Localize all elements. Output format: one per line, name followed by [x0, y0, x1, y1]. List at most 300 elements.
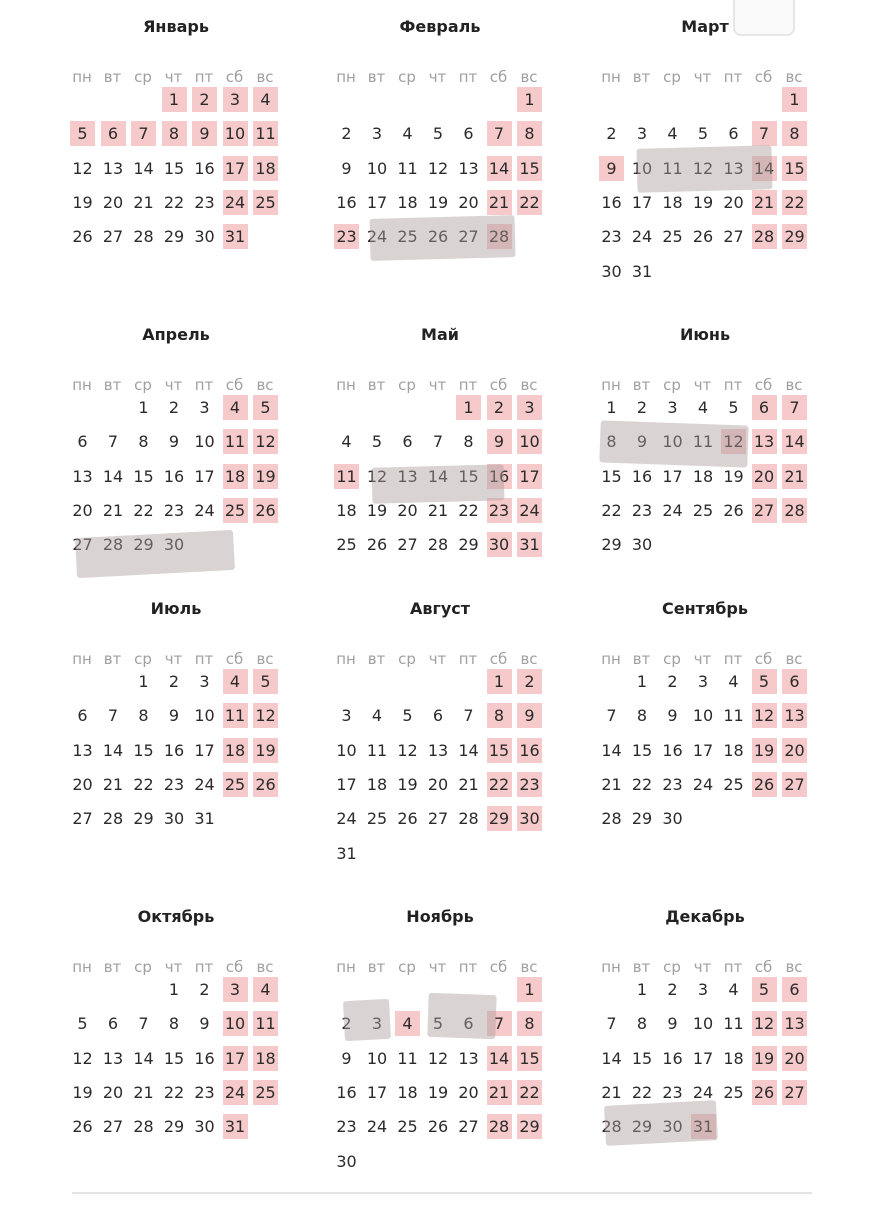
- day-cell[interactable]: 26: [72, 227, 93, 247]
- day-cell[interactable]: 3: [223, 87, 248, 112]
- day-cell[interactable]: 5: [253, 395, 278, 420]
- day-cell[interactable]: 18: [336, 500, 357, 520]
- day-cell[interactable]: 2: [517, 669, 542, 694]
- day-cell[interactable]: 10: [194, 432, 215, 452]
- day-cell[interactable]: 4: [223, 395, 248, 420]
- day-cell[interactable]: 29: [163, 227, 185, 247]
- day-cell[interactable]: 7: [138, 1014, 149, 1034]
- day-cell[interactable]: 10: [662, 432, 683, 452]
- day-cell[interactable]: 28: [102, 535, 124, 555]
- day-cell[interactable]: 9: [341, 158, 352, 178]
- day-cell[interactable]: 6: [432, 706, 444, 726]
- day-cell[interactable]: 23: [194, 1082, 215, 1102]
- day-cell[interactable]: 5: [728, 398, 739, 417]
- day-cell[interactable]: 30: [336, 1151, 357, 1171]
- day-cell[interactable]: 26: [723, 500, 744, 520]
- day-cell[interactable]: 27: [397, 535, 418, 555]
- day-cell[interactable]: 1: [636, 980, 648, 999]
- day-cell[interactable]: 20: [458, 192, 479, 212]
- day-cell[interactable]: 20: [782, 738, 807, 763]
- day-cell[interactable]: 12: [253, 703, 278, 728]
- day-cell[interactable]: 22: [487, 772, 512, 797]
- day-cell[interactable]: 5: [402, 706, 413, 726]
- day-cell[interactable]: 24: [631, 227, 653, 247]
- day-cell[interactable]: 12: [692, 158, 714, 178]
- day-cell[interactable]: 15: [517, 156, 542, 181]
- day-cell[interactable]: 21: [601, 1082, 622, 1102]
- day-cell[interactable]: 28: [752, 224, 777, 249]
- day-cell[interactable]: 1: [606, 398, 617, 417]
- day-cell[interactable]: 17: [223, 156, 248, 181]
- day-cell[interactable]: 8: [138, 706, 149, 726]
- day-cell[interactable]: 27: [427, 809, 449, 829]
- day-cell[interactable]: 30: [487, 532, 512, 557]
- day-cell[interactable]: 1: [782, 87, 807, 112]
- day-cell[interactable]: 29: [601, 535, 622, 555]
- day-cell[interactable]: 20: [427, 774, 449, 794]
- day-cell[interactable]: 17: [366, 192, 388, 212]
- day-cell[interactable]: 21: [487, 190, 512, 215]
- day-cell[interactable]: 12: [72, 1048, 93, 1068]
- day-cell[interactable]: 1: [517, 87, 542, 112]
- day-cell[interactable]: 13: [427, 740, 449, 760]
- day-cell[interactable]: 4: [697, 398, 709, 417]
- day-cell[interactable]: 12: [366, 466, 388, 486]
- day-cell[interactable]: 22: [631, 1082, 653, 1102]
- day-cell[interactable]: 6: [782, 669, 807, 694]
- day-cell[interactable]: 23: [517, 772, 542, 797]
- day-cell[interactable]: 28: [601, 809, 622, 829]
- day-cell[interactable]: 21: [752, 190, 777, 215]
- day-cell[interactable]: 2: [341, 1014, 352, 1034]
- day-cell[interactable]: 4: [667, 124, 678, 144]
- day-cell[interactable]: 12: [397, 740, 418, 760]
- day-cell[interactable]: 22: [163, 192, 185, 212]
- day-cell[interactable]: 4: [395, 1011, 420, 1036]
- day-cell[interactable]: 14: [102, 466, 124, 486]
- day-cell[interactable]: 20: [102, 1082, 124, 1102]
- day-cell[interactable]: 4: [728, 980, 739, 999]
- day-cell[interactable]: 17: [692, 1048, 714, 1068]
- day-cell[interactable]: 21: [427, 500, 449, 520]
- day-cell[interactable]: 3: [697, 980, 709, 999]
- day-cell[interactable]: 9: [168, 706, 180, 726]
- day-cell[interactable]: 11: [253, 1011, 278, 1036]
- day-cell[interactable]: 26: [692, 227, 714, 247]
- day-cell[interactable]: 3: [223, 977, 248, 1002]
- day-cell[interactable]: 30: [163, 809, 185, 829]
- day-cell[interactable]: 7: [487, 1011, 512, 1036]
- day-cell[interactable]: 29: [487, 806, 512, 831]
- day-cell[interactable]: 20: [752, 464, 777, 489]
- day-cell[interactable]: 11: [253, 121, 278, 146]
- day-cell[interactable]: 21: [133, 1082, 154, 1102]
- day-cell[interactable]: 13: [72, 466, 93, 486]
- day-cell[interactable]: 10: [517, 429, 542, 454]
- day-cell[interactable]: 23: [662, 774, 683, 794]
- day-cell[interactable]: 13: [397, 466, 418, 486]
- day-cell[interactable]: 25: [253, 190, 278, 215]
- day-cell[interactable]: 14: [487, 156, 512, 181]
- day-cell[interactable]: 9: [636, 432, 648, 452]
- day-cell[interactable]: 5: [697, 124, 709, 144]
- day-cell[interactable]: 6: [101, 121, 126, 146]
- day-cell[interactable]: 14: [752, 156, 777, 181]
- day-cell[interactable]: 23: [194, 192, 215, 212]
- day-cell[interactable]: 2: [636, 398, 648, 417]
- day-cell[interactable]: 7: [752, 121, 777, 146]
- day-cell[interactable]: 3: [667, 398, 678, 417]
- day-cell[interactable]: 10: [631, 158, 653, 178]
- day-cell[interactable]: 17: [194, 466, 215, 486]
- day-cell[interactable]: 6: [752, 395, 777, 420]
- day-cell[interactable]: 15: [133, 466, 154, 486]
- day-cell[interactable]: 30: [631, 535, 653, 555]
- day-cell[interactable]: 2: [667, 980, 678, 999]
- day-cell[interactable]: 28: [102, 809, 124, 829]
- day-cell[interactable]: 27: [782, 1080, 807, 1105]
- day-cell[interactable]: 29: [631, 809, 653, 829]
- day-cell[interactable]: 15: [487, 738, 512, 763]
- day-cell[interactable]: 15: [782, 156, 807, 181]
- day-cell[interactable]: 24: [517, 498, 542, 523]
- day-cell[interactable]: 27: [782, 772, 807, 797]
- day-cell[interactable]: 30: [662, 809, 683, 829]
- day-cell[interactable]: 24: [194, 500, 215, 520]
- day-cell[interactable]: 5: [752, 669, 777, 694]
- day-cell[interactable]: 25: [223, 772, 248, 797]
- day-cell[interactable]: 22: [133, 500, 154, 520]
- day-cell[interactable]: 19: [397, 774, 418, 794]
- day-cell[interactable]: 30: [194, 1117, 215, 1137]
- day-cell[interactable]: 30: [662, 1117, 683, 1137]
- expand-icon[interactable]: [733, 0, 795, 36]
- day-cell[interactable]: 24: [366, 227, 388, 247]
- day-cell[interactable]: 27: [72, 809, 93, 829]
- day-cell[interactable]: 22: [631, 774, 653, 794]
- day-cell[interactable]: 16: [163, 466, 185, 486]
- day-cell[interactable]: 1: [138, 398, 149, 417]
- day-cell[interactable]: 3: [199, 672, 210, 691]
- day-cell[interactable]: 25: [662, 227, 683, 247]
- day-cell[interactable]: 17: [194, 740, 215, 760]
- day-cell[interactable]: 29: [631, 1117, 653, 1137]
- day-cell[interactable]: 27: [102, 1117, 124, 1137]
- day-cell[interactable]: 14: [133, 1048, 154, 1068]
- day-cell[interactable]: 29: [458, 535, 479, 555]
- day-cell[interactable]: 26: [253, 772, 278, 797]
- day-cell[interactable]: 30: [194, 227, 215, 247]
- day-cell[interactable]: 8: [782, 121, 807, 146]
- day-cell[interactable]: 13: [458, 158, 479, 178]
- day-cell[interactable]: 20: [72, 774, 93, 794]
- day-cell[interactable]: 5: [70, 121, 95, 146]
- day-cell[interactable]: 29: [133, 535, 154, 555]
- day-cell[interactable]: 8: [168, 1014, 180, 1034]
- day-cell[interactable]: 22: [517, 190, 542, 215]
- day-cell[interactable]: 7: [606, 706, 617, 726]
- day-cell[interactable]: 10: [366, 158, 388, 178]
- day-cell[interactable]: 12: [72, 158, 93, 178]
- day-cell[interactable]: 5: [77, 1014, 88, 1034]
- day-cell[interactable]: 15: [458, 466, 479, 486]
- day-cell[interactable]: 26: [427, 1117, 449, 1137]
- day-cell[interactable]: 23: [163, 774, 185, 794]
- day-cell[interactable]: 8: [636, 706, 648, 726]
- day-cell[interactable]: 17: [517, 464, 542, 489]
- day-cell[interactable]: 24: [336, 809, 357, 829]
- day-cell[interactable]: 18: [723, 1048, 744, 1068]
- day-cell[interactable]: 11: [397, 158, 418, 178]
- day-cell[interactable]: 10: [692, 1014, 714, 1034]
- day-cell[interactable]: 11: [662, 158, 683, 178]
- day-cell[interactable]: 8: [606, 432, 617, 452]
- day-cell[interactable]: 12: [253, 429, 278, 454]
- day-cell[interactable]: 17: [223, 1046, 248, 1071]
- day-cell[interactable]: 29: [133, 809, 154, 829]
- day-cell[interactable]: 21: [102, 500, 124, 520]
- day-cell[interactable]: 6: [463, 1014, 474, 1034]
- day-cell[interactable]: 18: [397, 192, 418, 212]
- day-cell[interactable]: 11: [397, 1048, 418, 1068]
- day-cell[interactable]: 17: [631, 192, 653, 212]
- day-cell[interactable]: 4: [728, 672, 739, 691]
- day-cell[interactable]: 8: [463, 432, 474, 452]
- day-cell[interactable]: 8: [162, 121, 187, 146]
- day-cell[interactable]: 2: [606, 124, 617, 144]
- day-cell[interactable]: 7: [131, 121, 156, 146]
- day-cell[interactable]: 18: [366, 774, 388, 794]
- day-cell[interactable]: 27: [458, 1117, 479, 1137]
- day-cell[interactable]: 13: [782, 703, 807, 728]
- day-cell[interactable]: 13: [458, 1048, 479, 1068]
- day-cell[interactable]: 21: [458, 774, 479, 794]
- day-cell[interactable]: 16: [631, 466, 653, 486]
- day-cell[interactable]: 16: [662, 1048, 683, 1068]
- day-cell[interactable]: 27: [458, 227, 479, 247]
- day-cell[interactable]: 19: [366, 500, 388, 520]
- day-cell[interactable]: 26: [752, 772, 777, 797]
- day-cell[interactable]: 5: [253, 669, 278, 694]
- day-cell[interactable]: 31: [517, 532, 542, 557]
- day-cell[interactable]: 19: [253, 738, 278, 763]
- day-cell[interactable]: 29: [782, 224, 807, 249]
- day-cell[interactable]: 31: [223, 224, 248, 249]
- day-cell[interactable]: 11: [692, 432, 714, 452]
- day-cell[interactable]: 24: [223, 1080, 248, 1105]
- day-cell[interactable]: 22: [782, 190, 807, 215]
- day-cell[interactable]: 19: [72, 192, 93, 212]
- day-cell[interactable]: 5: [432, 124, 444, 144]
- day-cell[interactable]: 31: [631, 261, 653, 281]
- day-cell[interactable]: 11: [223, 429, 248, 454]
- day-cell[interactable]: 24: [692, 774, 714, 794]
- day-cell[interactable]: 4: [223, 669, 248, 694]
- day-cell[interactable]: 19: [253, 464, 278, 489]
- day-cell[interactable]: 26: [72, 1117, 93, 1137]
- day-cell[interactable]: 12: [427, 158, 449, 178]
- day-cell[interactable]: 24: [223, 190, 248, 215]
- day-cell[interactable]: 13: [72, 740, 93, 760]
- day-cell[interactable]: 7: [432, 432, 444, 452]
- day-cell[interactable]: 14: [427, 466, 449, 486]
- day-cell[interactable]: 9: [517, 703, 542, 728]
- day-cell[interactable]: 15: [631, 740, 653, 760]
- day-cell[interactable]: 23: [601, 227, 622, 247]
- day-cell[interactable]: 10: [692, 706, 714, 726]
- day-cell[interactable]: 16: [601, 192, 622, 212]
- day-cell[interactable]: 29: [517, 1114, 542, 1139]
- day-cell[interactable]: 31: [336, 843, 357, 863]
- day-cell[interactable]: 23: [662, 1082, 683, 1102]
- day-cell[interactable]: 9: [341, 1048, 352, 1068]
- day-cell[interactable]: 24: [194, 774, 215, 794]
- day-cell[interactable]: 4: [402, 124, 413, 144]
- day-cell[interactable]: 28: [601, 1117, 622, 1137]
- day-cell[interactable]: 4: [253, 87, 278, 112]
- day-cell[interactable]: 16: [517, 738, 542, 763]
- day-cell[interactable]: 26: [427, 227, 449, 247]
- day-cell[interactable]: 9: [487, 429, 512, 454]
- day-cell[interactable]: 19: [692, 192, 714, 212]
- day-cell[interactable]: 8: [517, 121, 542, 146]
- day-cell[interactable]: 9: [667, 1014, 678, 1034]
- day-cell[interactable]: 18: [223, 464, 248, 489]
- day-cell[interactable]: 31: [691, 1114, 716, 1139]
- day-cell[interactable]: 22: [458, 500, 479, 520]
- day-cell[interactable]: 29: [163, 1117, 185, 1137]
- day-cell[interactable]: 28: [133, 227, 154, 247]
- day-cell[interactable]: 2: [168, 672, 180, 691]
- day-cell[interactable]: 10: [194, 706, 215, 726]
- day-cell[interactable]: 14: [487, 1046, 512, 1071]
- day-cell[interactable]: 24: [662, 500, 683, 520]
- day-cell[interactable]: 25: [692, 500, 714, 520]
- day-cell[interactable]: 12: [752, 1011, 777, 1036]
- day-cell[interactable]: 15: [601, 466, 622, 486]
- day-cell[interactable]: 11: [723, 706, 744, 726]
- day-cell[interactable]: 12: [752, 703, 777, 728]
- day-cell[interactable]: 21: [133, 192, 154, 212]
- day-cell[interactable]: 20: [723, 192, 744, 212]
- day-cell[interactable]: 3: [371, 124, 383, 144]
- day-cell[interactable]: 2: [341, 124, 352, 144]
- day-cell[interactable]: 26: [397, 809, 418, 829]
- day-cell[interactable]: 27: [752, 498, 777, 523]
- day-cell[interactable]: 7: [107, 706, 119, 726]
- day-cell[interactable]: 27: [723, 227, 744, 247]
- day-cell[interactable]: 30: [601, 261, 622, 281]
- day-cell[interactable]: 2: [168, 398, 180, 417]
- day-cell[interactable]: 5: [432, 1014, 444, 1034]
- day-cell[interactable]: 8: [636, 1014, 648, 1034]
- day-cell[interactable]: 28: [427, 535, 449, 555]
- day-cell[interactable]: 15: [163, 1048, 185, 1068]
- day-cell[interactable]: 26: [253, 498, 278, 523]
- day-cell[interactable]: 18: [692, 466, 714, 486]
- day-cell[interactable]: 30: [517, 806, 542, 831]
- day-cell[interactable]: 18: [397, 1082, 418, 1102]
- day-cell[interactable]: 25: [223, 498, 248, 523]
- day-cell[interactable]: 6: [107, 1014, 119, 1034]
- day-cell[interactable]: 5: [371, 432, 383, 452]
- day-cell[interactable]: 6: [728, 124, 739, 144]
- day-cell[interactable]: 1: [162, 87, 187, 112]
- day-cell[interactable]: 25: [397, 1117, 418, 1137]
- day-cell[interactable]: 3: [517, 395, 542, 420]
- day-cell[interactable]: 11: [366, 740, 388, 760]
- day-cell[interactable]: 16: [163, 740, 185, 760]
- day-cell[interactable]: 9: [199, 1014, 210, 1034]
- day-cell[interactable]: 22: [133, 774, 154, 794]
- day-cell[interactable]: 1: [168, 980, 180, 999]
- day-cell[interactable]: 19: [427, 1082, 449, 1102]
- day-cell[interactable]: 25: [723, 1082, 744, 1102]
- day-cell[interactable]: 22: [517, 1080, 542, 1105]
- day-cell[interactable]: 30: [163, 535, 185, 555]
- day-cell[interactable]: 23: [487, 498, 512, 523]
- day-cell[interactable]: 2: [667, 672, 678, 691]
- day-cell[interactable]: 20: [72, 500, 93, 520]
- day-cell[interactable]: 1: [456, 395, 481, 420]
- day-cell[interactable]: 12: [427, 1048, 449, 1068]
- day-cell[interactable]: 11: [723, 1014, 744, 1034]
- day-cell[interactable]: 21: [102, 774, 124, 794]
- day-cell[interactable]: 26: [752, 1080, 777, 1105]
- day-cell[interactable]: 17: [336, 774, 357, 794]
- day-cell[interactable]: 27: [72, 535, 93, 555]
- day-cell[interactable]: 17: [692, 740, 714, 760]
- day-cell[interactable]: 28: [487, 224, 512, 249]
- day-cell[interactable]: 6: [77, 706, 88, 726]
- day-cell[interactable]: 6: [782, 977, 807, 1002]
- day-cell[interactable]: 18: [223, 738, 248, 763]
- day-cell[interactable]: 13: [102, 1048, 124, 1068]
- day-cell[interactable]: 4: [341, 432, 352, 452]
- day-cell[interactable]: 28: [782, 498, 807, 523]
- day-cell[interactable]: 20: [458, 1082, 479, 1102]
- day-cell[interactable]: 16: [194, 1048, 215, 1068]
- day-cell[interactable]: 23: [334, 224, 359, 249]
- day-cell[interactable]: 31: [223, 1114, 248, 1139]
- day-cell[interactable]: 10: [336, 740, 357, 760]
- day-cell[interactable]: 8: [487, 703, 512, 728]
- day-cell[interactable]: 13: [723, 158, 744, 178]
- day-cell[interactable]: 17: [662, 466, 683, 486]
- day-cell[interactable]: 2: [199, 980, 210, 999]
- day-cell[interactable]: 21: [487, 1080, 512, 1105]
- day-cell[interactable]: 9: [192, 121, 217, 146]
- day-cell[interactable]: 3: [371, 1014, 383, 1034]
- day-cell[interactable]: 25: [723, 774, 744, 794]
- day-cell[interactable]: 7: [107, 432, 119, 452]
- day-cell[interactable]: 14: [102, 740, 124, 760]
- day-cell[interactable]: 8: [517, 1011, 542, 1036]
- day-cell[interactable]: 21: [782, 464, 807, 489]
- day-cell[interactable]: 28: [133, 1117, 154, 1137]
- day-cell[interactable]: 27: [102, 227, 124, 247]
- day-cell[interactable]: 13: [752, 429, 777, 454]
- day-cell[interactable]: 6: [77, 432, 88, 452]
- day-cell[interactable]: 14: [601, 1048, 622, 1068]
- day-cell[interactable]: 16: [336, 1082, 357, 1102]
- day-cell[interactable]: 3: [697, 672, 709, 691]
- day-cell[interactable]: 7: [487, 121, 512, 146]
- day-cell[interactable]: 15: [163, 158, 185, 178]
- day-cell[interactable]: 24: [366, 1117, 388, 1137]
- day-cell[interactable]: 25: [253, 1080, 278, 1105]
- day-cell[interactable]: 2: [487, 395, 512, 420]
